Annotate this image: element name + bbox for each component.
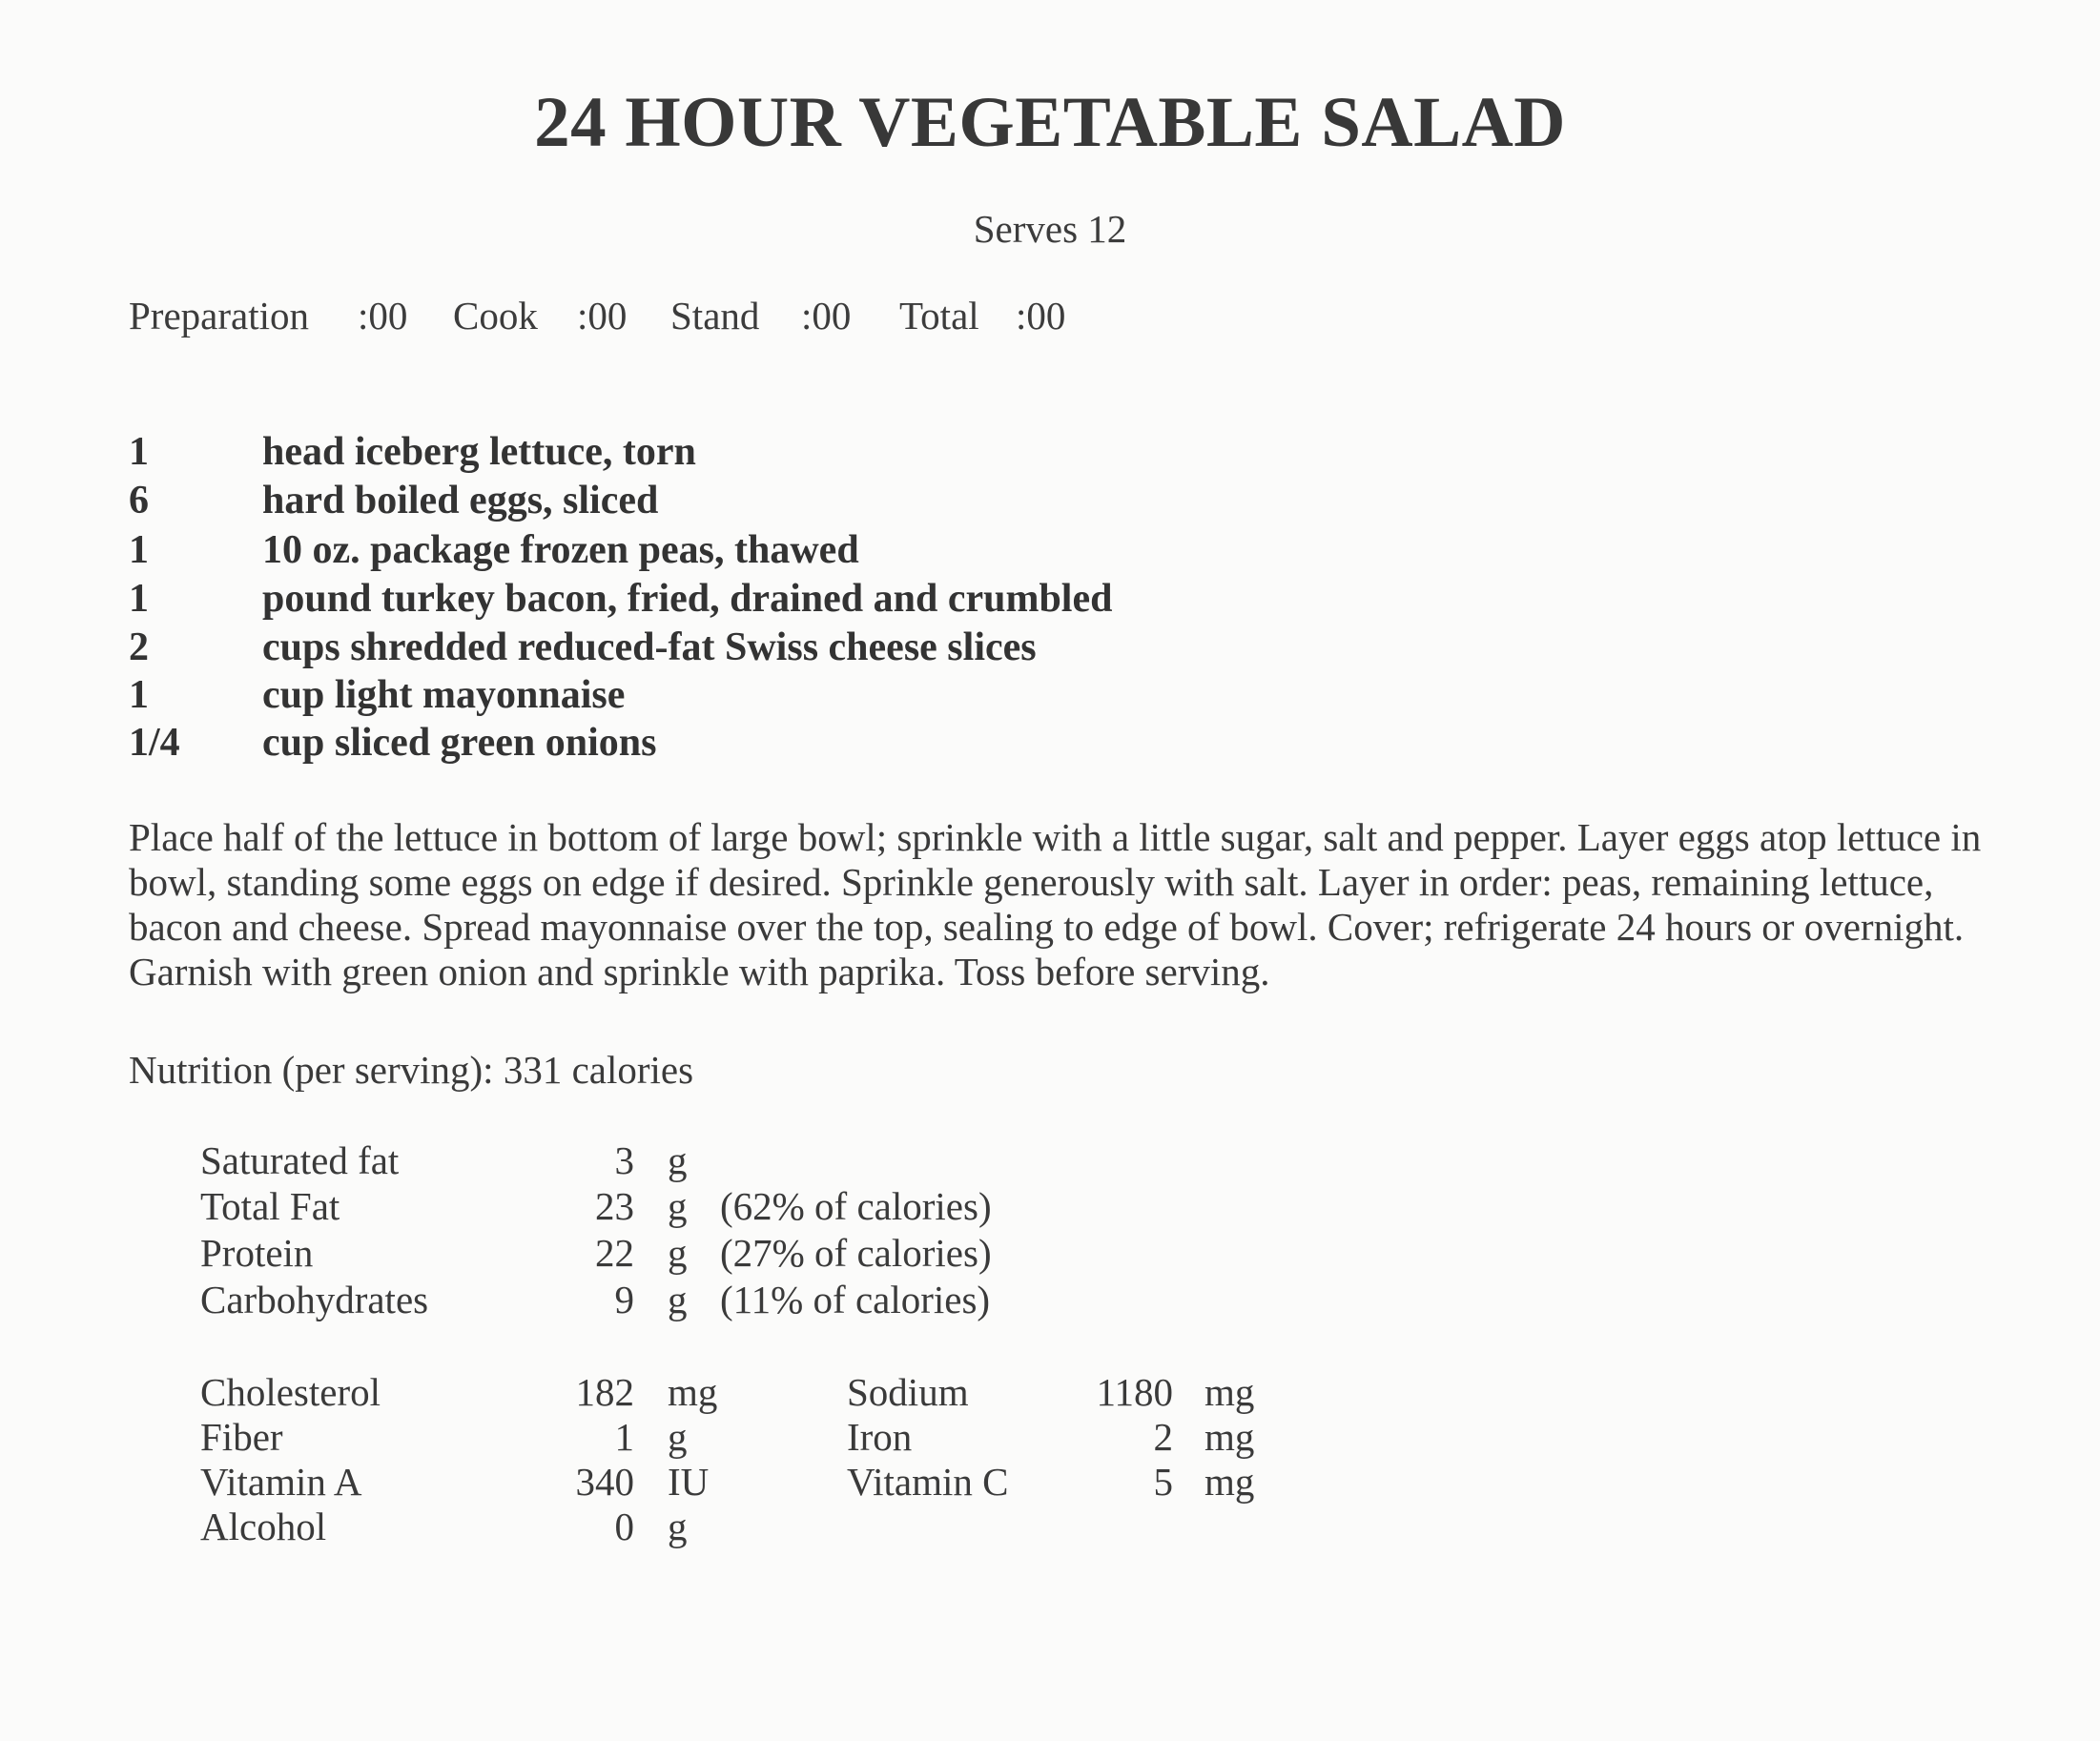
nutrient-name: Saturated fat: [200, 1138, 400, 1182]
ingredient-desc: 10 oz. package frozen peas, thawed: [262, 528, 859, 572]
cook-value: :00: [577, 294, 628, 338]
nutrient-unit: mg: [1204, 1415, 1255, 1459]
nutrient-unit: mg: [1204, 1370, 1255, 1414]
nutrient-amount: 0: [614, 1505, 634, 1548]
nutrient-name: Sodium: [847, 1370, 969, 1414]
recipe-title: 24 HOUR VEGETABLE SALAD: [534, 83, 1566, 162]
nutrient-amount: 1: [614, 1415, 634, 1459]
nutrient-name: Cholesterol: [200, 1370, 381, 1414]
ingredient-desc: cup light mayonnaise: [262, 673, 626, 717]
stand-label: Stand: [670, 294, 760, 338]
prep-value: :00: [358, 294, 408, 338]
nutrient-name: Total Fat: [200, 1184, 340, 1228]
ingredient-qty: 1: [129, 430, 149, 474]
ingredient-qty: 1: [129, 673, 149, 717]
directions-paragraph: Place half of the lettuce in bottom of large bowl; sprinkle with a little sugar, salt and pepper. Layer eggs atop lettuce in bowl, standing some eggs on edge if desired. Sprinkle generously with salt. Layer in order: peas, remaining lettuce, bacon and cheese. Spread mayonnaise over the top, sealing to edge of bowl. Cover; refrigerate 24 hours or overnight. Garnish with green onion and sprinkle with paprika. Toss before serving.: [129, 815, 1982, 993]
nutrient-note: (11% of calories): [720, 1278, 991, 1321]
ingredient-desc: head iceberg lettuce, torn: [262, 430, 696, 474]
prep-label: Preparation: [129, 294, 309, 338]
ingredient-qty: 6: [129, 479, 149, 522]
stand-value: :00: [801, 294, 852, 338]
nutrient-amount: 9: [614, 1278, 634, 1321]
ingredient-qty: 1: [129, 577, 149, 621]
nutrient-note: (27% of calories): [720, 1231, 992, 1275]
ingredient-desc: cup sliced green onions: [262, 721, 657, 765]
nutrient-amount: 5: [1153, 1460, 1173, 1504]
nutrient-unit: g: [668, 1231, 688, 1275]
nutrient-unit: g: [668, 1184, 688, 1228]
nutrient-amount: 182: [575, 1370, 634, 1414]
nutrient-unit: g: [668, 1138, 688, 1182]
nutrient-amount: 23: [595, 1184, 634, 1228]
ingredient-desc: cups shredded reduced-fat Swiss cheese slices: [262, 625, 1037, 669]
cook-label: Cook: [453, 294, 538, 338]
nutrient-unit: mg: [1204, 1460, 1255, 1504]
nutrient-unit: g: [668, 1505, 688, 1548]
ingredient-qty: 1: [129, 528, 149, 572]
total-value: :00: [1016, 294, 1066, 338]
ingredient-desc: pound turkey bacon, fried, drained and crumbled: [262, 577, 1113, 621]
nutrient-amount: 3: [614, 1138, 634, 1182]
nutrient-unit: mg: [668, 1370, 718, 1414]
nutrient-amount: 2: [1153, 1415, 1173, 1459]
ingredient-qty: 2: [129, 625, 149, 669]
nutrient-unit: IU: [668, 1460, 710, 1504]
nutrient-name: Iron: [847, 1415, 913, 1459]
ingredient-qty: 1/4: [129, 721, 180, 765]
nutrient-amount: 22: [595, 1231, 634, 1275]
nutrient-note: (62% of calories): [720, 1184, 992, 1228]
nutrition-heading: Nutrition (per serving): 331 calories: [129, 1048, 694, 1092]
total-label: Total: [899, 294, 979, 338]
nutrient-name: Vitamin A: [200, 1460, 362, 1504]
nutrient-name: Protein: [200, 1231, 314, 1275]
nutrient-name: Carbohydrates: [200, 1278, 429, 1321]
nutrient-amount: 340: [575, 1460, 634, 1504]
serves-line: Serves 12: [973, 207, 1127, 251]
ingredient-desc: hard boiled eggs, sliced: [262, 479, 659, 522]
nutrient-unit: g: [668, 1278, 688, 1321]
nutrient-amount: 1180: [1096, 1370, 1173, 1414]
nutrient-name: Vitamin C: [847, 1460, 1009, 1504]
nutrient-name: Fiber: [200, 1415, 283, 1459]
nutrient-name: Alcohol: [200, 1505, 327, 1548]
nutrient-unit: g: [668, 1415, 688, 1459]
